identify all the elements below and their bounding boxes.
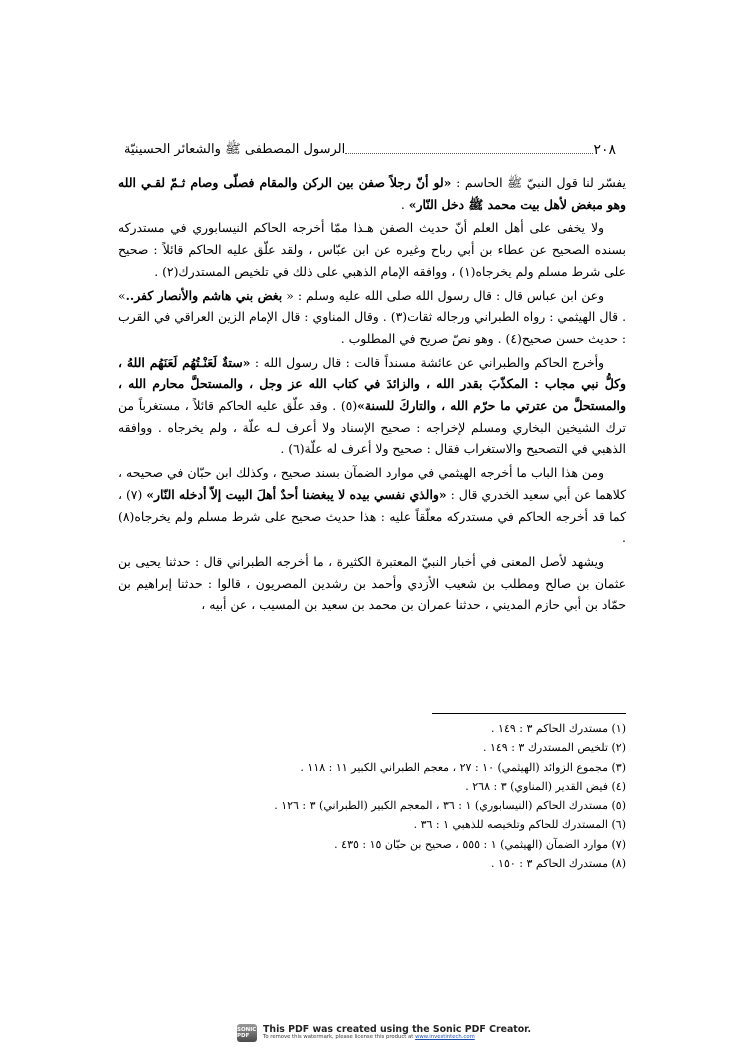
paragraph-text: يفسّر لنا قول النبيّ ﷺ الحاسم :: [451, 175, 626, 190]
footnote: (٢) تلخيص المستدرك ٣ : ١٤٩ .: [482, 741, 626, 755]
header-dotted-leader: [345, 152, 593, 154]
paragraph-text: ومن هذا الباب ما أخرجه الهيثمي في موارد الضمآن بسند صحيح ، وكذلك ابن حبّان في صحيحه ، كلاهما عن أبي سعيد الخدري قال :: [118, 465, 626, 502]
footnote: (٧) موارد الضمآن (الهيثمي) ١ : ٥٥٥ ، صحيح بن حبّان ١٥ : ٤٣٥ .: [334, 837, 626, 851]
footnote: (١) مستدرك الحاكم ٣ : ١٤٩ .: [491, 722, 626, 735]
paragraph-text: وعن ابن عباس قال : قال رسول الله صلى الله عليه وسلم : «: [282, 287, 605, 303]
paragraph-text: » . قال الهيثمي : رواه الطبراني ورجاله ثقات(٣) . وقال المناوي : قال الإمام الزين العراقي في القرب : حديث حسن صحيح(٤) . وهو نصّ صريح في المطلوب .: [118, 287, 627, 346]
paragraph-text: ويشهد لأصل المعنى في أخبار النبيّ المعتبرة الكثيرة ، ما أخرجه الطبراني قال : حدثنا يحيى بن عثمان بن صالح ومطلب بن شعيب الأزدي وأحمد بن رشدين المصريون ، قالوا : حدثنا إبراهيم بن حمّاد بن أبي حازم المديني ، حدثنا عمران بن محمد بن سعيد بن المسيب ، عن أبيه ،: [118, 553, 626, 613]
footnote-separator: [432, 713, 626, 714]
footnote: (٤) فيض القدير (المناوي) ٣ : ٢٦٨ .: [465, 779, 626, 793]
footnotes: [150, 719, 626, 873]
paragraph-text: (٥) . وقد علّق عليه الحاكم قائلاً ، مستغرباً من ترك الشيخين البخاري ومسلم لإخراجه : صحيح الإسناد ولا أعرف لـه علّة ، ولم يخرجاه . ووافقه الذهبي في التصحيح والاستغراب فقال : صحيح ولا أعرف له علّة(٦) .: [118, 398, 626, 457]
watermark-line-1: This PDF was created using the Sonic PDF Creator.: [263, 1024, 532, 1036]
watermark-line-2: [263, 1035, 531, 1041]
main-text: [118, 172, 626, 618]
quoted-hadith: بغض بني هاشم والأنصار كفر..: [125, 287, 283, 303]
paragraph: [118, 551, 626, 616]
paragraph: [118, 285, 626, 350]
paragraph: [118, 172, 626, 215]
paragraph: [118, 462, 626, 549]
page-number: ٢٠٨: [593, 142, 616, 158]
running-header: [118, 140, 624, 160]
running-title: الرسول المصطفى ﷺ والشعائر الحسينيّة: [124, 141, 346, 157]
quoted-hadith: «ستةٌ لَعَنْـتُهُم لَعَنَهُم اللهُ ، وكلُّ نبي مجاب : المكذّبَ بقدر الله ، والزائدَ في كتاب الله عز وجل ، والمستحلَّ محارم الله ، والمستحلَّ من عترتي ما حرّم الله ، والتاركَ للسنة»: [118, 354, 626, 414]
paragraph-text: .: [400, 196, 409, 212]
footnote: (٨) مستدرك الحاكم ٣ : ١٥٠ .: [491, 857, 626, 871]
watermark-license-text: To remove this watermark, please license this product at: [263, 1034, 414, 1041]
footnote: (٣) مجموع الزوائد (الهيثمي) ١٠ : ٢٧ ، معجم الطبراني الكبير ١١ : ١١٨ .: [300, 760, 626, 774]
paragraph-text: وأخرج الحاكم والطبراني عن عائشة مسنداً قالت : قال رسول الله :: [250, 354, 604, 370]
footnote: (٥) مستدرك الحاكم (النيسابوري) ١ : ٣٦ ، المعجم الكبير (الطبراني) ٣ : ١٢٦ .: [274, 799, 626, 813]
paragraph: [118, 352, 626, 461]
watermark-link[interactable]: www.investintech.com: [415, 1034, 475, 1041]
paragraph-text: (٧) ، كما قد أخرجه الحاكم في مستدركه معلّقاً عليه : هذا حديث صحيح على شرط مسلم ولم يخرجاه(٨) .: [118, 486, 626, 546]
pdf-watermark: [237, 1022, 537, 1044]
quoted-hadith: «لو أنّ رجلاً صفن بين الركن والمقام فصلّى وصام ثـمّ لقـي الله وهو مبغض لأهل بيت محمد ﷺ دخل النّار»: [118, 175, 626, 212]
paragraph: [118, 217, 626, 282]
quoted-hadith: «والذي نفسي بيده لا يبغضنا أحدٌ أهلَ البيت إلاّ أدخله النّار»: [146, 486, 447, 502]
paragraph-text: ولا يخفى على أهل العلم أنّ حديث الصفن هـذا ممّا أخرجه الحاكم النيسابوري في مستدركه بسنده الصحيح عن عطاء بن أبي رباح وغيره عن ابن عبّاس ، ولقد علّق عليه الحاكم قائلاً : صحيح على شرط مسلم ولم يخرجاه(١) ، ووافقه الإمام الذهبي على ذلك في تلخيص المستدرك(٢) .: [118, 220, 626, 279]
sonic-pdf-logo: SONIC PDF: [237, 1024, 257, 1042]
footnote: (٦) المستدرك للحاكم وتلخيصه للذهبي ١ : ٣٦ .: [413, 818, 626, 832]
